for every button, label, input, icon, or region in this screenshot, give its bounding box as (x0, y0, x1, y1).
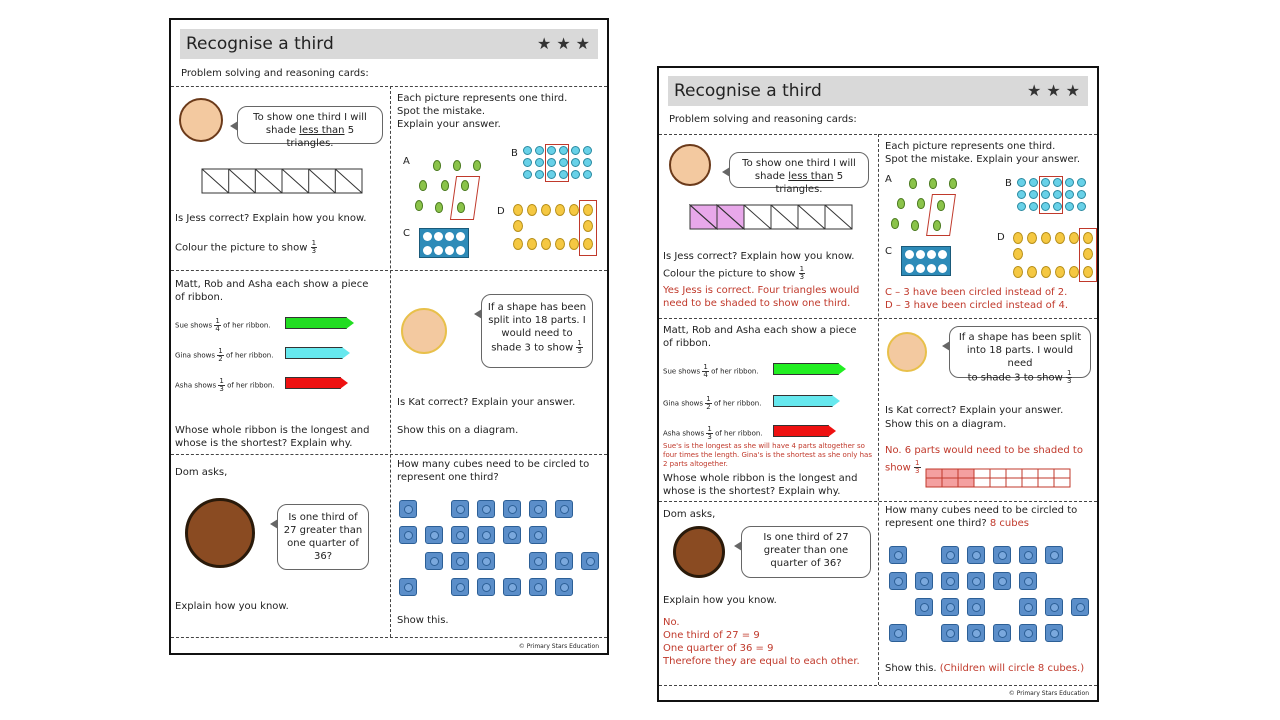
card-intro: Dom asks, (663, 509, 716, 520)
cube-icon (941, 598, 959, 616)
question-text: Whose whole ribbon is the longest and whose is the shortest? Explain why. (175, 425, 370, 449)
question-text: Show this. (397, 615, 449, 626)
balloon-group (1013, 230, 1097, 284)
cube-icon (1045, 624, 1063, 642)
answer-text: C – 3 have been circled instead of 2. D – 3 have been circled instead of 4. (885, 287, 1069, 311)
copyright: © Primary Stars Education (518, 643, 599, 650)
cube-icon (399, 500, 417, 518)
subtitle: Problem solving and reasoning cards: (669, 114, 857, 125)
cube-icon (1045, 546, 1063, 564)
picture-label: D (497, 206, 505, 217)
cube-icon (967, 546, 985, 564)
jess-avatar (669, 144, 711, 186)
cube-icon (529, 552, 547, 570)
pear-icon (435, 202, 443, 213)
ribbon-sue (285, 317, 347, 329)
pear-icon (453, 160, 461, 171)
cube-icon (967, 572, 985, 590)
divider (171, 270, 607, 271)
picture-label: B (1005, 178, 1012, 189)
cube-icon (1019, 624, 1037, 642)
question-text: Is Jess correct? Explain how you know. (663, 251, 855, 262)
ribbon-gina (285, 347, 343, 359)
pear-icon (433, 160, 441, 171)
cube-icon (1071, 598, 1089, 616)
picture-label: A (885, 174, 892, 185)
ribbon-asha (773, 425, 829, 437)
cube-icon (941, 572, 959, 590)
cube-icon (941, 624, 959, 642)
cube-icon (889, 624, 907, 642)
cube-icon (993, 572, 1011, 590)
ten-frame (901, 246, 951, 276)
cube-icon (889, 546, 907, 564)
pear-icon (891, 218, 899, 229)
header-bar (180, 29, 598, 59)
cube-icon (503, 500, 521, 518)
cube-icon (477, 578, 495, 596)
worksheet-left (169, 18, 609, 655)
page-title: Recognise a third (186, 34, 334, 54)
answer-text: No. One third of 27 = 9 One quarter of 36 = 9 Therefore they are equal to each other. (663, 617, 860, 667)
question-text: Explain how you know. (663, 595, 777, 606)
divider (171, 637, 607, 638)
cube-icon (477, 526, 495, 544)
fraction: $\frac{1}{3}$ (1066, 369, 1072, 385)
star-icon: ★ (556, 34, 571, 53)
subtitle: Problem solving and reasoning cards: (181, 68, 369, 79)
fraction: $\frac{1}{3}$ (219, 377, 224, 393)
triangle-strip (201, 168, 363, 194)
fraction: $\frac{1}{3}$ (707, 425, 712, 441)
answer-text: show $\frac{1}{3}$ (885, 459, 920, 475)
kat-speech-bubble: If a shape has been split into 18 parts. I would need to shade 3 to show $\frac{1}{3}$ (481, 294, 593, 368)
pear-icon (917, 198, 925, 209)
cube-grid (889, 546, 1089, 646)
cube-icon (581, 552, 599, 570)
ribbon-row-label: Asha shows $\frac{1}{3}$ of her ribbon. (175, 377, 275, 393)
cube-grid (399, 500, 599, 600)
dom-speech-bubble: Is one third of 27 greater than one quarter of 36? (741, 526, 871, 578)
question-text: Is Kat correct? Explain your answer. (397, 397, 576, 408)
kat-speech-bubble: If a shape has been split into 18 parts. I would need to shade 3 to show $\frac{1}{3}$ (949, 326, 1091, 378)
ribbon-row-label: Sue shows $\frac{1}{4}$ of her ribbon. (175, 317, 271, 333)
question-text: Colour the picture to show $\frac{1}{3}$ (175, 239, 317, 255)
question-text: Show this on a diagram. (885, 419, 1007, 430)
question-text: Whose whole ribbon is the longest and whose is the shortest? Explain why. (663, 473, 858, 497)
pear-icon (897, 198, 905, 209)
page-title: Recognise a third (674, 81, 822, 101)
fraction: $\frac{1}{4}$ (703, 363, 708, 379)
question-text: Colour the picture to show $\frac{1}{3}$ (663, 265, 805, 281)
star-icon: ★ (1065, 81, 1080, 100)
dom-avatar (185, 498, 255, 568)
card-intro: Each picture represents one third. Spot the mistake. Explain your answer. (397, 93, 568, 130)
ribbon-row-label: Sue shows $\frac{1}{4}$ of her ribbon. (663, 363, 759, 379)
circled-group (926, 194, 956, 236)
pear-icon (415, 200, 423, 211)
cube-icon (425, 552, 443, 570)
question-text: Show this on a diagram. (397, 425, 519, 436)
fraction: $\frac{1}{3}$ (311, 239, 317, 255)
divider (171, 86, 607, 87)
card-intro: Each picture represents one third. Spot the mistake. Explain your answer. (885, 141, 1081, 165)
difficulty-stars (1027, 81, 1080, 100)
copyright: © Primary Stars Education (1008, 690, 1089, 697)
fraction: $\frac{1}{4}$ (215, 317, 220, 333)
cube-icon (1019, 546, 1037, 564)
answer-text: Yes Jess is correct. Four triangles would need to be shaded to show one third. (663, 285, 860, 309)
dot-array (1017, 178, 1089, 216)
fraction: $\frac{1}{3}$ (799, 265, 805, 281)
kat-avatar (887, 332, 927, 372)
fraction: $\frac{1}{2}$ (218, 347, 223, 363)
divider (171, 454, 607, 455)
cube-icon (425, 526, 443, 544)
card-intro: Matt, Rob and Asha each show a piece of ribbon. (663, 325, 857, 349)
cube-icon (967, 598, 985, 616)
star-icon: ★ (575, 34, 590, 53)
cube-icon (451, 500, 469, 518)
dom-avatar (673, 526, 725, 578)
ribbon-row-label: Gina shows $\frac{1}{2}$ of her ribbon. (663, 395, 762, 411)
cube-icon (399, 578, 417, 596)
star-icon: ★ (536, 34, 552, 53)
balloon-group (513, 202, 597, 258)
cube-icon (451, 578, 469, 596)
ten-frame (419, 228, 469, 258)
worksheet-right (657, 66, 1099, 702)
picture-label: A (403, 156, 410, 167)
divider-vertical (390, 86, 391, 637)
cube-icon (993, 624, 1011, 642)
jess-avatar (179, 98, 223, 142)
picture-label: B (511, 148, 518, 159)
dom-speech-bubble: Is one third of 27 greater than one quarter of 36? (277, 504, 369, 570)
question-text: Show this. (Children will circle 8 cubes.) (885, 663, 1085, 674)
ribbon-asha (285, 377, 341, 389)
pear-icon (419, 180, 427, 191)
cube-icon (451, 552, 469, 570)
pear-icon (929, 178, 937, 189)
cube-icon (477, 500, 495, 518)
cube-icon (529, 500, 547, 518)
ribbon-gina (773, 395, 833, 407)
fraction: $\frac{1}{2}$ (706, 395, 711, 411)
cube-icon (555, 578, 573, 596)
cube-icon (889, 572, 907, 590)
cube-icon (915, 598, 933, 616)
card-intro: How many cubes need to be circled to represent one third? 8 cubes (885, 505, 1078, 529)
ribbon-row-label: Gina shows $\frac{1}{2}$ of her ribbon. (175, 347, 274, 363)
cube-icon (529, 578, 547, 596)
cube-icon (967, 624, 985, 642)
pear-icon (949, 178, 957, 189)
card-intro: Dom asks, (175, 467, 228, 478)
dot-array (523, 146, 595, 184)
answer-text: Sue's is the longest as she will have 4 parts altogether so four times the length. Gina's is the shortest as she only has 2 parts altogether. (663, 442, 872, 468)
header-bar (668, 76, 1088, 106)
question-text: Is Kat correct? Explain your answer. (885, 405, 1064, 416)
fraction: $\frac{1}{3}$ (577, 339, 582, 355)
fraction: $\frac{1}{3}$ (915, 459, 920, 475)
cube-icon (555, 500, 573, 518)
cube-icon (503, 526, 521, 544)
picture-label: D (997, 232, 1005, 243)
cube-icon (915, 572, 933, 590)
triangle-strip-shaded (689, 204, 853, 230)
cube-icon (1019, 572, 1037, 590)
picture-label: C (403, 228, 410, 239)
kat-avatar (401, 308, 447, 354)
jess-speech-bubble: To show one third I will shade less than 5 triangles. (237, 106, 383, 144)
card-intro: Matt, Rob and Asha each show a piece of ribbon. (175, 279, 369, 303)
cube-icon (555, 552, 573, 570)
question-text: Is Jess correct? Explain how you know. (175, 213, 367, 224)
ribbon-row-label: Asha shows $\frac{1}{3}$ of her ribbon. (663, 425, 763, 441)
cube-icon (941, 546, 959, 564)
cube-icon (993, 546, 1011, 564)
pear-icon (473, 160, 481, 171)
circled-group (450, 176, 480, 220)
star-icon: ★ (1046, 81, 1061, 100)
cube-icon (529, 526, 547, 544)
divider-vertical (878, 134, 879, 685)
pear-icon (909, 178, 917, 189)
cube-icon (1019, 598, 1037, 616)
pear-icon (911, 220, 919, 231)
shaded-bar-diagram (925, 468, 1071, 488)
question-text: Explain how you know. (175, 601, 289, 612)
star-icon: ★ (1026, 81, 1042, 100)
difficulty-stars (537, 34, 590, 53)
answer-text: No. 6 parts would need to be shaded to (885, 445, 1083, 456)
ribbon-sue (773, 363, 839, 375)
cube-icon (503, 578, 521, 596)
cube-icon (477, 552, 495, 570)
picture-label: C (885, 246, 892, 257)
divider (659, 685, 1097, 686)
cube-icon (1045, 598, 1063, 616)
card-intro: How many cubes need to be circled to represent one third? (397, 459, 590, 483)
jess-speech-bubble: To show one third I will shade less than 5 triangles. (729, 152, 869, 188)
pear-icon (441, 180, 449, 191)
cube-icon (451, 526, 469, 544)
cube-icon (399, 526, 417, 544)
